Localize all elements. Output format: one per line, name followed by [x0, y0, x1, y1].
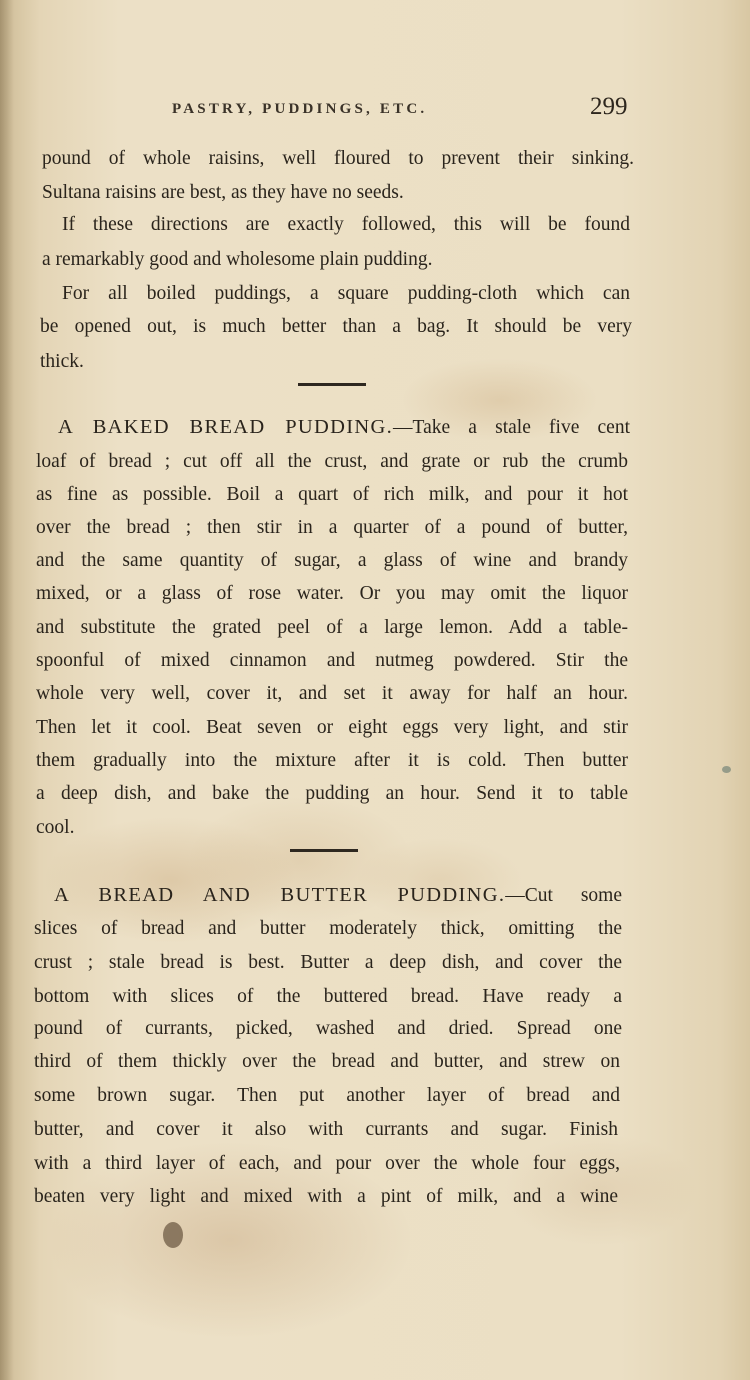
- recipe-title: A BREAD AND BUTTER PUDDING.: [54, 884, 506, 906]
- text-line: slices of bread and butter moderately thick, omitting the: [34, 918, 622, 939]
- recipe-text: —Take a stale five cent: [393, 417, 630, 438]
- text-line: third of them thickly over the bread and butter, and strew on: [34, 1051, 620, 1072]
- text-line: pound of currants, picked, washed and dried. Spread one: [34, 1018, 622, 1039]
- text-line: pound of whole raisins, well floured to prevent their sinking.: [42, 148, 634, 169]
- text-line: as fine as possible. Boil a quart of rich milk, and pour it hot: [36, 484, 628, 505]
- text-line: beaten very light and mixed with a pint of milk, and a wine: [34, 1186, 618, 1207]
- text-line: and substitute the grated peel of a large lemon. Add a table-: [36, 617, 628, 638]
- text-line: mixed, or a glass of rose water. Or you may omit the liquor: [36, 583, 628, 604]
- text-line: butter, and cover it also with currants and sugar. Finish: [34, 1119, 618, 1140]
- running-head: PASTRY, PUDDINGS, ETC.: [172, 101, 428, 117]
- text-line: Then let it cool. Beat seven or eight eggs very light, and stir: [36, 717, 628, 738]
- text-line: a deep dish, and bake the pudding an hour. Send it to table: [36, 783, 628, 804]
- section-divider: [298, 383, 366, 386]
- recipe-first-line: [54, 883, 622, 908]
- text-line: cool.: [36, 817, 75, 838]
- text-line: with a third layer of each, and pour over the whole four eggs,: [34, 1153, 620, 1174]
- text-line: whole very well, cover it, and set it away for half an hour.: [36, 683, 628, 704]
- text-line: a remarkably good and wholesome plain pudding.: [42, 249, 433, 270]
- text-line: some brown sugar. Then put another layer of bread and: [34, 1085, 620, 1106]
- recipe-text: —Cut some: [505, 885, 622, 906]
- foxing-spot: [722, 766, 731, 773]
- recipe-title: A BAKED BREAD PUDDING.: [58, 416, 394, 438]
- text-line: over the bread ; then stir in a quarter of a pound of butter,: [36, 517, 628, 538]
- page-header: [0, 93, 750, 123]
- page-number: 299: [590, 93, 628, 120]
- text-line: If these directions are exactly followed, this will be found: [62, 214, 630, 235]
- text-line: be opened out, is much better than a bag. It should be very: [40, 316, 632, 337]
- text-line: Sultana raisins are best, as they have no seeds.: [42, 182, 404, 203]
- text-line: bottom with slices of the buttered bread. Have ready a: [34, 986, 622, 1007]
- ink-blot: [163, 1222, 183, 1248]
- recipe-first-line: [58, 415, 630, 440]
- text-line: spoonful of mixed cinnamon and nutmeg powdered. Stir the: [36, 650, 628, 671]
- text-line: crust ; stale bread is best. Butter a deep dish, and cover the: [34, 952, 622, 973]
- text-line: and the same quantity of sugar, a glass of wine and brandy: [36, 550, 628, 571]
- text-line: For all boiled puddings, a square pudding-cloth which can: [62, 283, 630, 304]
- text-line: loaf of bread ; cut off all the crust, and grate or rub the crumb: [36, 451, 628, 472]
- text-line: them gradually into the mixture after it is cold. Then butter: [36, 750, 628, 771]
- text-line: thick.: [40, 351, 84, 372]
- section-divider: [290, 849, 358, 852]
- page-binding-shadow: [0, 0, 14, 1380]
